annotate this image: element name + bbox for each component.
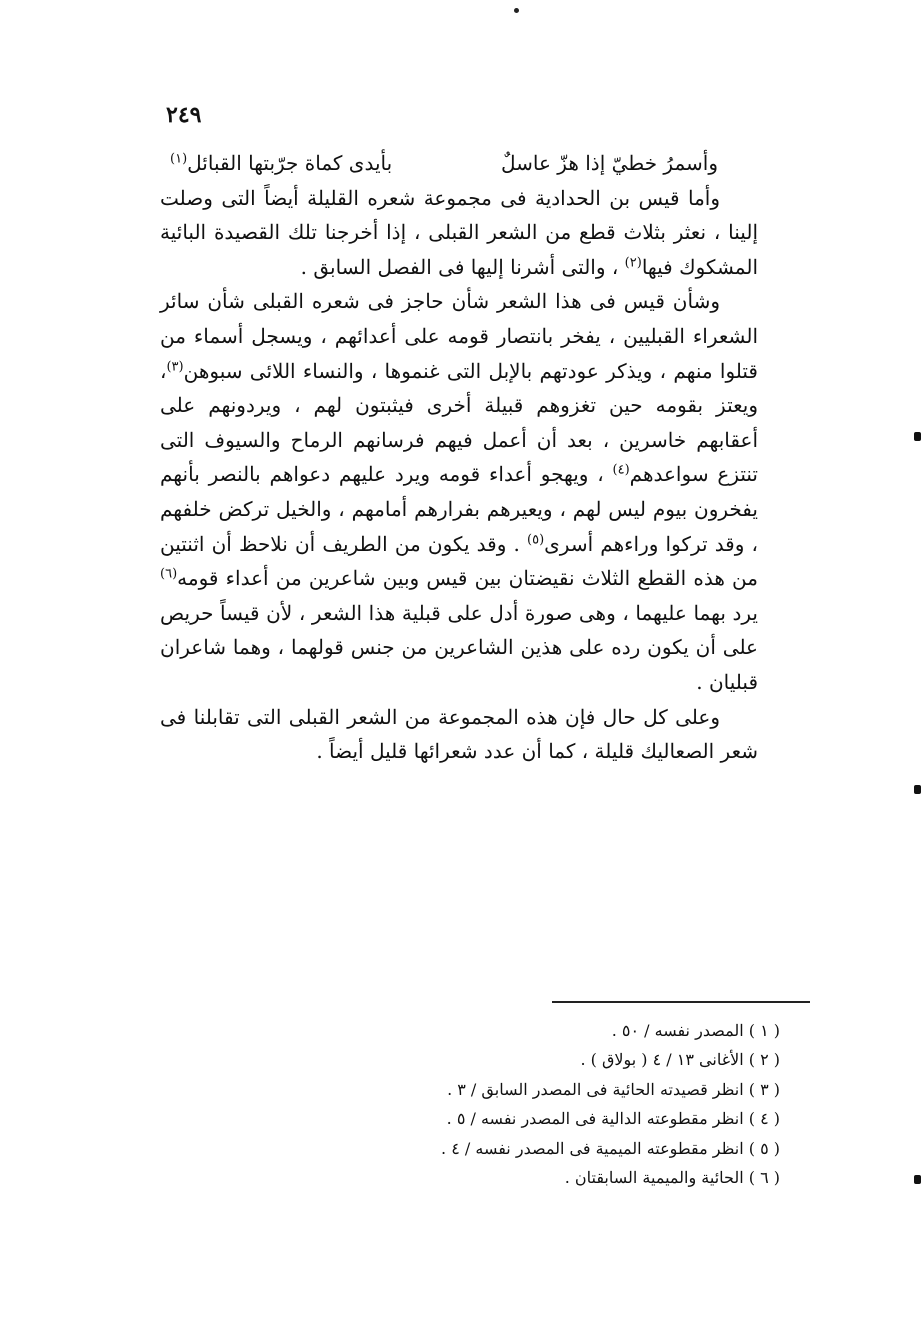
footnote-ref-1: (١) (170, 151, 188, 167)
margin-mark (914, 785, 921, 794)
margin-mark (914, 1175, 921, 1184)
footnote-ref-4: (٤) (612, 462, 630, 478)
verse-second-hemistich: بأيدى كماة جرّبتها القبائل$^{(١)}$ (170, 151, 393, 175)
footnote-6: ( ٦ ) الحائية والميمية السابقتان . (564, 1168, 780, 1188)
verse-first-hemistich: وأسمرُ خطيّ إذا هزّ عاسلٌ (501, 151, 718, 175)
paragraph-2: وشأن قيس فى هذا الشعر شأن حاجز فى شعره القبلى شأن سائر الشعراء القبليين ، يفخر بانتصار قومه على أعدائهم ، ويسجل أسماء من قتلوا منهم ، ويذكر عودتهم بالإبل التى غنموها ، والنساء اللائى سبوهن$^{(٣)}$، ويعتز بقومه حين تغزوهم قبيلة أخرى فيثبتون لهم ، ويردونهم على أعقابهم خاسرين ، بعد أن أعمل فيهم فرسانهم الرماح والسيوف التى تنتزع سواعدهم$^{(٤)}$ ، ويهجو أعداء قومه ويرد عليهم دعواهم بالنصر بأنهم يفخرون بيوم ليس لهم ، ويعيرهم بفرارهم أمامهم ، والخيل تركض خلفهم ، وقد تركوا وراءهم أسرى$^{(٥)}$ . وقد يكون من الطريف أن نلاحظ أن اثنتين من هذه القطع الثلاث نقيضتان بين قيس وبين شاعرين من أعداء قومه$^{(٦)}$ يرد بهما عليهما ، وهى صورة أدل على قبلية هذا الشعر ، لأن قيساً حريص على أن يكون رده على هذين الشاعرين من جنس قولهما ، وهما شاعران قبليان . (160, 289, 758, 694)
footnote-3: ( ٣ ) انظر قصيدته الحائية فى المصدر السابق / ٣ . (447, 1079, 780, 1099)
footnote-ref-6: (٦) (160, 566, 178, 582)
top-dot-mark (514, 8, 519, 13)
main-text (160, 146, 758, 769)
poem-verse (160, 146, 758, 181)
footnote-ref-5: (٥) (527, 531, 545, 547)
footnote-5: ( ٥ ) انظر مقطوعته الميمية فى المصدر نفسه / ٤ . (441, 1138, 780, 1158)
margin-mark (914, 432, 921, 441)
footnote-separator (552, 1001, 810, 1003)
footnote-2: ( ٢ ) الأغانى ١٣ / ٤ ( بولاق ) . (580, 1050, 780, 1070)
footnote-1: ( ١ ) المصدر نفسه / ٥٠ . (611, 1021, 780, 1040)
footnotes (300, 1016, 780, 1192)
page-number: ٢٤٩ (166, 102, 202, 128)
footnote-ref-3: (٣) (166, 358, 184, 374)
paragraph-3: وعلى كل حال فإن هذه المجموعة من الشعر القبلى التى تقابلنا فى شعر الصعاليك قليلة ، كما أن عدد شعرائها قليل أيضاً . (160, 704, 758, 764)
footnote-ref-2: (٢) (624, 255, 642, 271)
footnote-4: ( ٤ ) انظر مقطوعته الدالية فى المصدر نفسه / ٥ . (446, 1109, 780, 1129)
paragraph-1: وأما قيس بن الحدادية فى مجموعة شعره القليلة أيضاً التى وصلت إلينا ، نعثر بثلاث قطع من الشعر القبلى ، إذا أخرجنا تلك القصيدة البائية المشكوك فيها$^{(٢)}$ ، والتى أشرنا إليها فى الفصل السابق . (160, 185, 758, 279)
